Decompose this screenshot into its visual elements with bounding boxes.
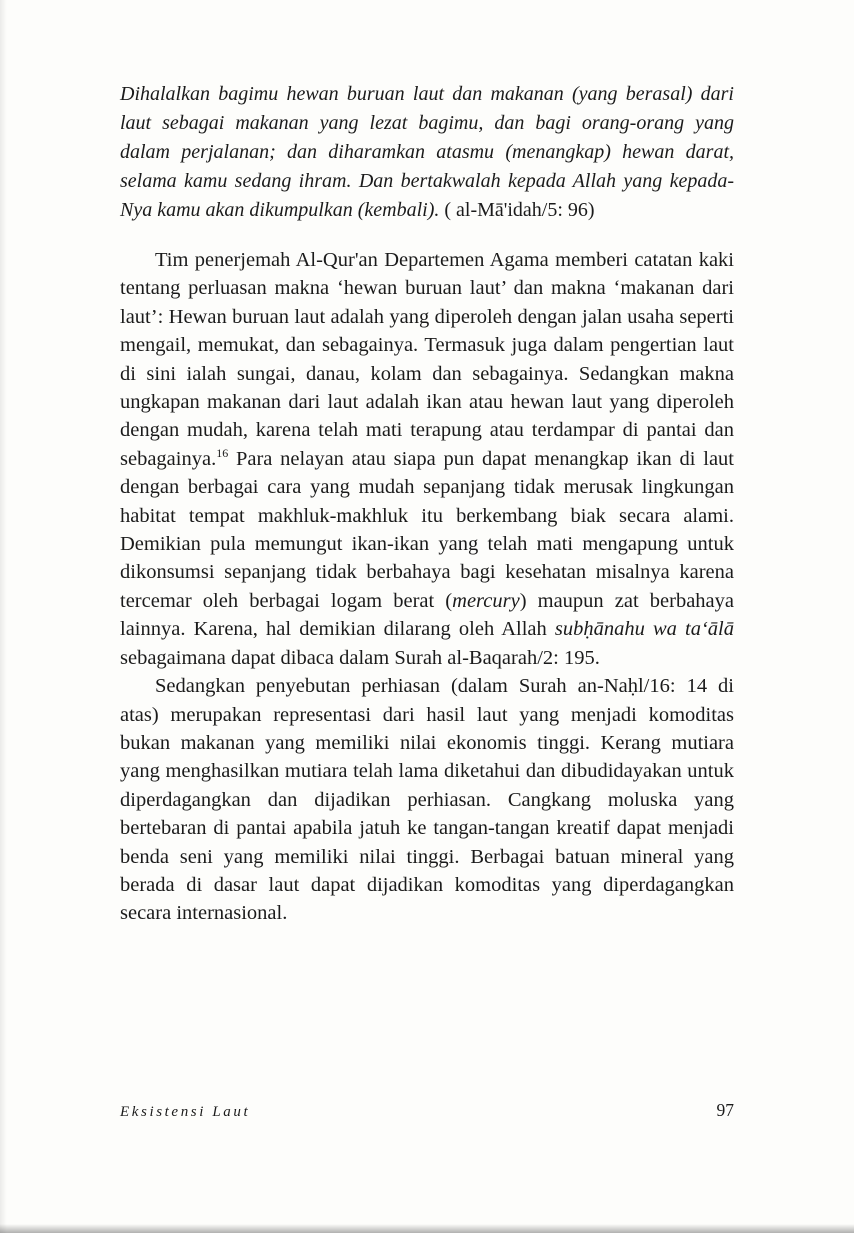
page-number: 97 [716, 1100, 734, 1120]
paragraph: Tim penerjemah Al-Qur'an Departemen Agama memberi catatan kaki tentang perluasan makna ‘hewan buruan laut’ dan makna ‘makanan dari laut’: Hewan buruan laut adalah yang diperoleh dengan jalan usaha seperti mengail, memukat, dan sebagainya. Termasuk juga dalam pengertian laut di sini ialah sungai, danau, kolam dan sebagainya. Sedangkan makna ungkapan makanan dari laut adalah ikan atau hewan laut yang diperoleh dengan mudah, karena telah mati terapung atau terdampar di pantai dan sebagainya.$^{16}$ Para nelayan atau siapa pun dapat menangkap ikan di laut dengan berbagai cara yang mudah sepanjang tidak merusak lingkungan habitat tempat makhluk-makhluk itu berkembang biak secara alami. Demikian pula memungut ikan-ikan yang telah mati mengapung untuk dikonsumsi sepanjang tidak berbahaya bagi kesehatan misalnya karena tercemar oleh berbagai logam berat (mercury) maupun zat berbahaya lainnya. Karena, hal demikian dilarang oleh Allah subḥānahu wa ta‘ālā sebagaimana dapat dibaca dalam Surah al-Baqarah/2: 195. [120, 249, 735, 669]
page-footer [120, 1100, 734, 1121]
roman-text-run: ( al-Mā'idah/5: 96) [444, 199, 595, 221]
page-content [120, 80, 734, 928]
running-title: Eksistensi Laut [120, 1104, 251, 1120]
paragraph: Sedangkan penyebutan perhiasan (dalam Surah an-Naḥl/16: 14 di atas) merupakan representasi dari hasil laut yang menjadi komoditas bukan makanan yang memiliki nilai ekonomis tinggi. Kerang mutiara yang menghasilkan mutiara telah lama diketahui dan dibudidayakan untuk diperdagangkan dan dijadikan perhiasan. Cangkang moluska yang bertebaran di pantai apabila jatuh ke tangan-tangan kreatif dapat menjadi benda seni yang memiliki nilai tinggi. Berbagai batuan mineral yang berada di dasar laut dapat dijadikan komoditas yang diperdagangkan secara internasional. [120, 675, 734, 925]
quran-translation-quote [120, 80, 734, 225]
italic-text-run: Dihalalkan bagimu hewan buruan laut dan makanan (yang berasal) dari laut sebagai makanan yang lezat bagimu, dan bagi orang-orang yang dalam perjalanan; dan diharamkan atasmu (menangkap) hewan darat, selama kamu sedang ihram. Dan bertakwalah kepada Allah yang kepada-Nya kamu akan dikumpulkan (kembali). [120, 83, 734, 221]
body-text [120, 246, 734, 928]
footnote-ref: 16 [216, 446, 229, 461]
italic-text-run: subḥānahu wa ta‘ālā [554, 618, 735, 641]
italic-text-run: mercury [452, 589, 520, 612]
